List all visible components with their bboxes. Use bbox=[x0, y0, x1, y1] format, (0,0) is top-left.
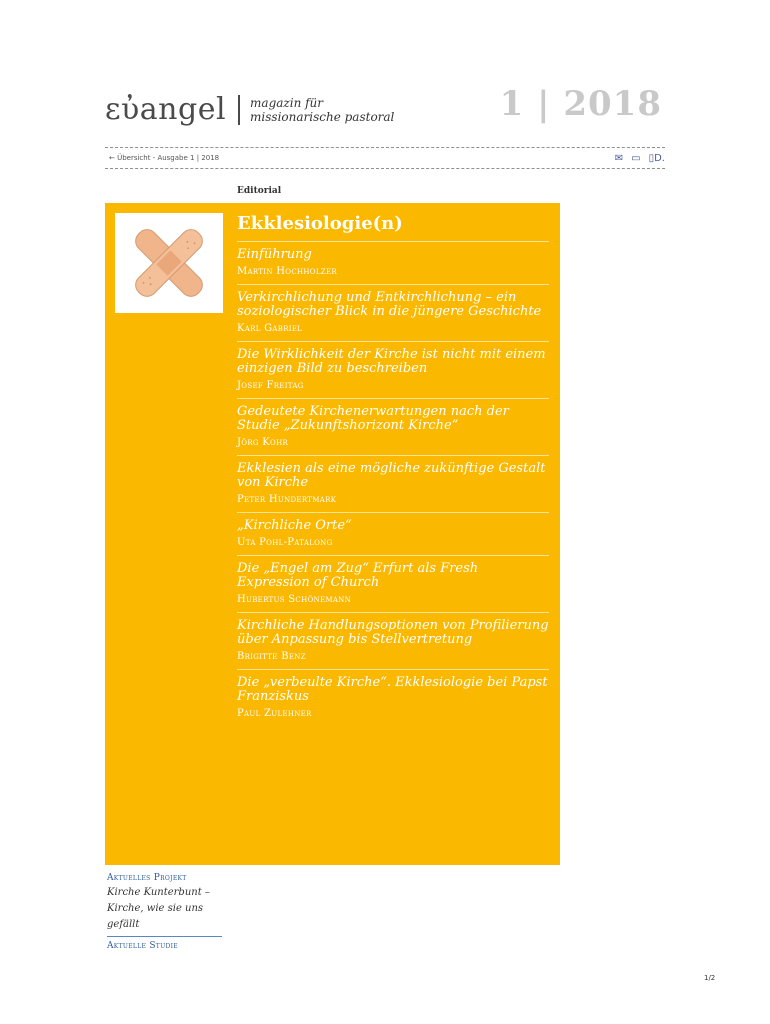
mail-icon[interactable]: ✉ bbox=[614, 152, 624, 164]
article-entry[interactable] bbox=[237, 612, 549, 669]
tagline-line-1: magazin für bbox=[250, 95, 324, 110]
article-title[interactable]: Gedeutete Kirchenerwartungen nach der Studie „Zukunftshorizont Kirche“ bbox=[237, 404, 509, 433]
article-list bbox=[237, 213, 549, 726]
magazine-logo bbox=[105, 92, 394, 127]
article-author: Peter Hundertmark bbox=[237, 494, 337, 505]
article-title[interactable]: Die „Engel am Zug“ Erfurt als Fresh Expression of Church bbox=[237, 561, 479, 590]
article-entry[interactable] bbox=[237, 341, 549, 398]
article-title[interactable]: Kirchliche Handlungsoptionen von Profilierung über Anpassung bis Stellvertretung bbox=[237, 618, 549, 647]
current-study-label[interactable]: Aktuelle Studie bbox=[107, 941, 178, 951]
article-title[interactable]: Die Wirklichkeit der Kirche ist nicht mit einem einzigen Bild zu beschreiben bbox=[237, 347, 546, 376]
current-project-link[interactable]: Kirche Kunterbunt – Kirche, wie sie uns gefällt bbox=[107, 887, 210, 930]
logo-wordmark: εὐangel bbox=[105, 92, 227, 127]
article-entry[interactable] bbox=[237, 669, 549, 726]
breadcrumb-back-link[interactable]: ← Übersicht - Ausgabe 1 | 2018 bbox=[109, 154, 220, 162]
article-author: Uta Pohl-Patalong bbox=[237, 537, 333, 548]
article-entry[interactable] bbox=[237, 398, 549, 455]
article-author: Martin Hochholzer bbox=[237, 266, 337, 277]
tagline-line-2: missionarische pastoral bbox=[250, 109, 395, 124]
article-entry[interactable] bbox=[237, 284, 549, 341]
article-title[interactable]: „Kirchliche Orte“ bbox=[237, 518, 352, 533]
article-entry[interactable] bbox=[237, 241, 549, 284]
article-author: Paul Zulehner bbox=[237, 708, 312, 719]
navigation-bar bbox=[105, 147, 665, 169]
toolbar-icons bbox=[615, 153, 665, 164]
print-icon[interactable]: ▭ bbox=[631, 152, 641, 164]
sidebar bbox=[107, 873, 222, 951]
current-project-label: Aktuelles Projekt bbox=[107, 873, 187, 883]
article-author: Josef Freitag bbox=[237, 380, 304, 391]
article-entry[interactable] bbox=[237, 455, 549, 512]
logo-tagline bbox=[250, 96, 394, 124]
issue-number: 1 | 2018 bbox=[499, 84, 662, 124]
article-author: Hubertus Schönemann bbox=[237, 594, 352, 605]
article-author: Karl Gabriel bbox=[237, 323, 303, 334]
logo-divider bbox=[238, 95, 240, 125]
article-author: Jörg Kohr bbox=[237, 437, 289, 448]
pdf-icon[interactable]: ▯D. bbox=[648, 152, 665, 164]
section-label: Editorial bbox=[237, 186, 282, 196]
sidebar-divider bbox=[107, 936, 222, 937]
issue-title: Ekklesiologie(n) bbox=[237, 213, 403, 234]
table-of-contents-panel bbox=[105, 203, 560, 865]
article-author: Brigitte Benz bbox=[237, 651, 306, 662]
article-title[interactable]: Die „verbeulte Kirche“. Ekklesiologie bei Papst Franziskus bbox=[237, 675, 548, 704]
article-title[interactable]: Ekklesien als eine mögliche zukünftige Gestalt von Kirche bbox=[237, 461, 546, 490]
article-title[interactable]: Einführung bbox=[237, 247, 312, 262]
article-entry[interactable] bbox=[237, 555, 549, 612]
pdf-label: D. bbox=[654, 152, 665, 164]
article-title[interactable]: Verkirchlichung und Entkirchlichung – ein soziologischer Blick in die jüngere Geschichte bbox=[237, 290, 542, 319]
bandage-cross-image bbox=[115, 213, 223, 313]
page-number: 1/2 bbox=[704, 974, 716, 982]
article-entry[interactable] bbox=[237, 512, 549, 555]
